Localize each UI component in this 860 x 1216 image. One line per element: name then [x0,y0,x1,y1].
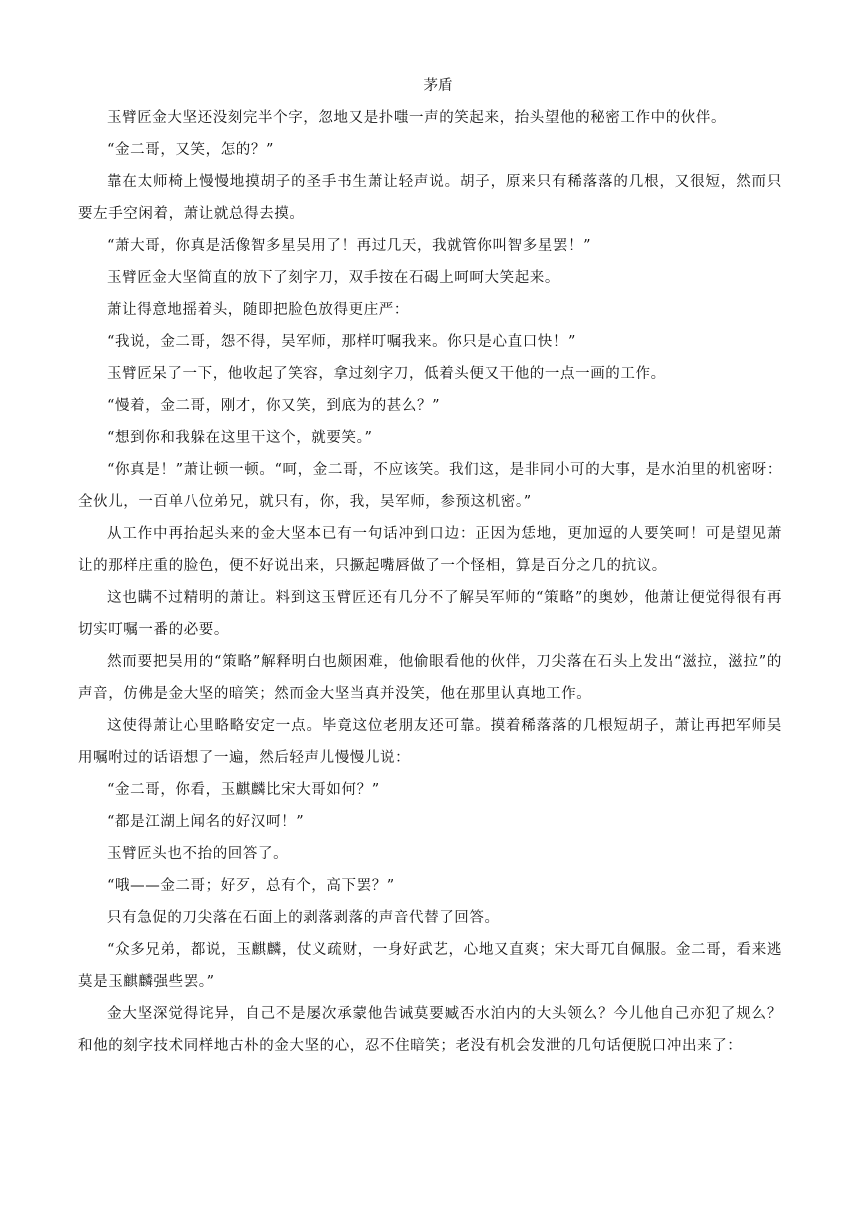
paragraph: 金大坚深觉得诧异，自己不是屡次承蒙他告诫莫要臧否水泊内的大头领么？今儿他自己亦犯了规么？和他的刻字技术同样地古朴的金大坚的心，忍不住暗笑；老没有机会发泄的几句话便脱口冲出来了： [78,1006,782,1054]
paragraph: “都是江湖上闻名的好汉呵！” [107,814,305,830]
paragraph: “哦——金二哥；好歹，总有个，高下罢？” [107,878,395,894]
paragraph: “萧大哥，你真是活像智多星吴用了！再过几天，我就管你叫智多星罢！” [107,238,592,254]
paragraph: “想到你和我躲在这里干这个，就要笑。” [107,430,373,446]
paragraph: 玉臂匠金大坚还没刻完半个字，忽地又是扑嗤一声的笑起来，抬头望他的秘密工作中的伙伴。 [107,110,727,126]
paragraph: “你真是！”萧让顿一顿。“呵，金二哥，不应该笑。我们这，是非同小可的大事，是水泊里的机密呀：全伙儿，一百单八位弟兄，就只有，你，我，吴军师，参预这机密。” [78,462,782,510]
paragraph: “金二哥，又笑，怎的？” [107,142,275,158]
paragraph: 玉臂匠呆了一下，他收起了笑容，拿过刻字刀，低着头便又干他的一点一画的工作。 [107,366,666,382]
story-body [78,102,782,1062]
paragraph: 这使得萧让心里略略安定一点。毕竟这位老朋友还可靠。摸着稀落落的几根短胡子，萧让再把军师吴用嘱咐过的话语想了一遍，然后轻声儿慢慢儿说： [78,718,782,766]
author-name: 茅盾 [423,78,453,94]
paragraph: “慢着，金二哥，刚才，你又笑，到底为的甚么？” [107,398,441,414]
paragraph: 玉臂匠金大坚简直的放下了刻字刀，双手按在石碣上呵呵大笑起来。 [107,270,560,286]
paragraph: “金二哥，你看，玉麒麟比宋大哥如何？” [107,782,380,798]
paragraph: 靠在太师椅上慢慢地摸胡子的圣手书生萧让轻声说。胡子，原来只有稀落落的几根，又很短，然而只要左手空闲着，萧让就总得去摸。 [78,174,782,222]
paragraph: “众多兄弟，都说，玉麒麟，仗义疏财，一身好武艺，心地又直爽；宋大哥兀自佩服。金二哥，看来逃莫是玉麒麟强些罢。” [78,942,782,990]
paragraph: 萧让得意地摇着头，随即把脸色放得更庄严： [107,302,409,318]
paragraph: “我说，金二哥，怨不得，吴军师，那样叮嘱我来。你只是心直口快！” [107,334,577,350]
paragraph: 从工作中再抬起头来的金大坚本已有一句话冲到口边：正因为恁地，更加逗的人要笑呵！可是望见萧让的那样庄重的脸色，便不好说出来，只撅起嘴唇做了一个怪相，算是百分之几的抗议。 [78,526,782,574]
paragraph: 然而要把吴用的“策略”解释明白也颇困难，他偷眼看他的伙伴，刀尖落在石头上发出“滋拉，滋拉”的声音，仿佛是金大坚的暗笑；然而金大坚当真并没笑，他在那里认真地工作。 [78,654,782,702]
paragraph: 只有急促的刀尖落在石面上的剥落剥落的声音代替了回答。 [107,910,500,926]
paragraph: 玉臂匠头也不抬的回答了。 [107,846,289,862]
paragraph: 这也瞒不过精明的萧让。料到这玉臂匠还有几分不了解吴军师的“策略”的奥妙，他萧让便觉得很有再切实叮嘱一番的必要。 [78,590,782,638]
